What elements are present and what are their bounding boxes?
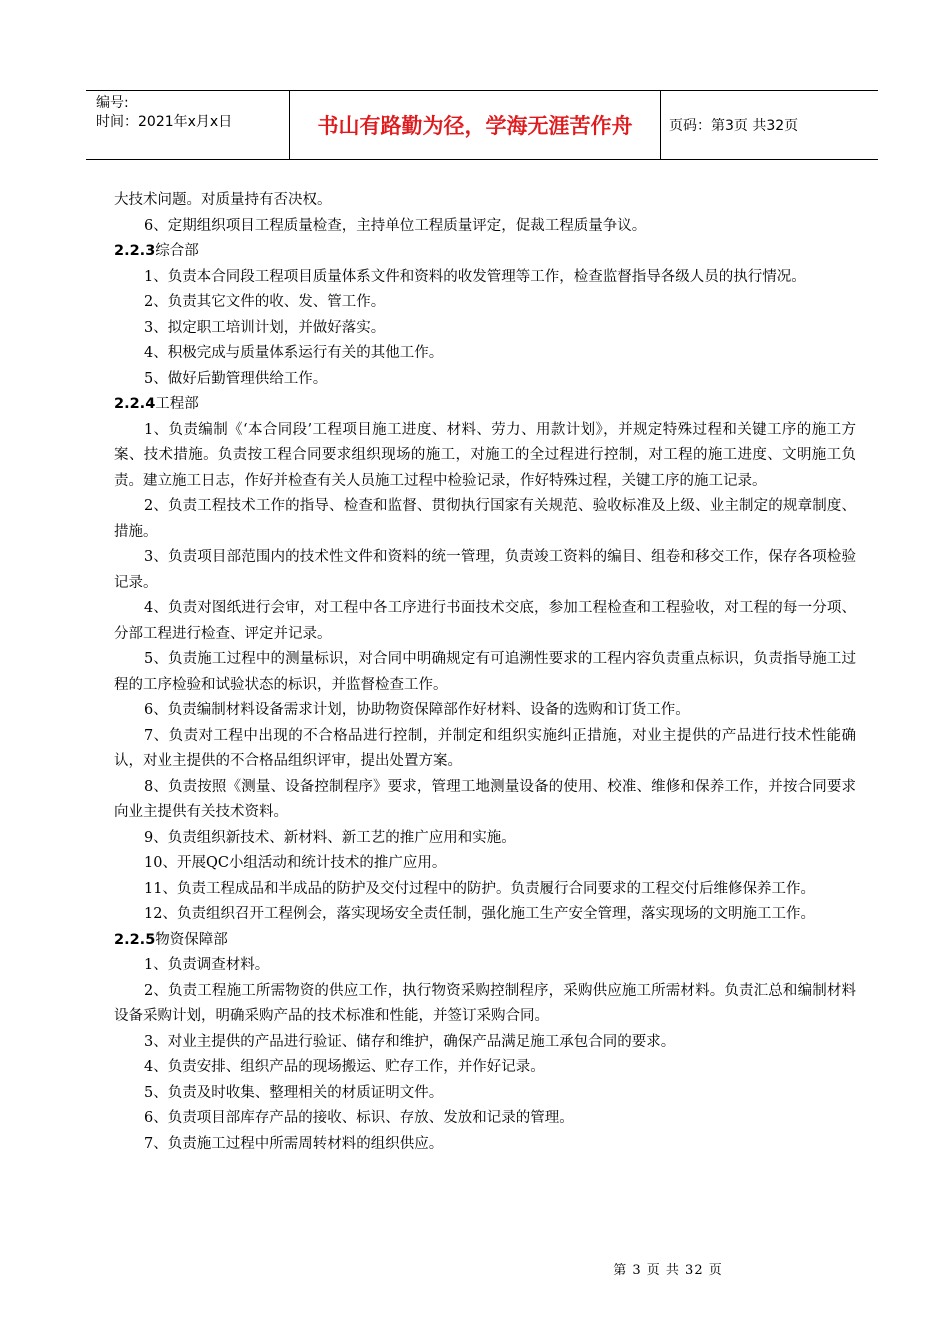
header-number: 编号:	[96, 95, 129, 111]
body-paragraph: 5、负责施工过程中的测量标识，对合同中明确规定有可追溯性要求的工程内容负责重点标识，负责指导施工过程的工序检验和试验状态的标识，并监督检查工作。	[114, 651, 856, 693]
body-paragraph: 大技术问题。对质量持有否决权。	[114, 192, 332, 208]
body-paragraph: 1、负责编制《‘本合同段’工程项目施工进度、材料、劳力、用款计划》，并规定特殊过程和关键工序的施工方案、技术措施。负责按工程合同要求组织现场的施工，对施工的全过程进行控制，对工程的施工进度、文明施工负责。建立施工日志，作好并检查有关人员施工过程中检验记录，作好特殊过程，关键工序的施工记录。	[114, 421, 856, 489]
body-paragraph: 3、对业主提供的产品进行验证、储存和维护，确保产品满足施工承包合同的要求。	[144, 1033, 676, 1050]
body-paragraph: 2、负责工程施工所需物资的供应工作，执行物资采购控制程序，采购供应施工所需材料。负责汇总和编制材料设备采购计划，明确采购产品的技术标准和性能，并签订采购合同。	[114, 982, 856, 1024]
body-paragraph: 5、负责及时收集、整理相关的材质证明文件。	[144, 1084, 444, 1101]
body-paragraph: 4、负责安排、组织产品的现场搬运、贮存工作，并作好记录。	[144, 1059, 545, 1075]
body-paragraph: 5、做好后勤管理供给工作。	[144, 370, 328, 387]
section-title: 综合部	[155, 243, 199, 259]
page-header	[86, 90, 878, 160]
body-paragraph: 6、定期组织项目工程质量检查，主持单位工程质量评定，促裁工程质量争议。	[144, 217, 647, 234]
section-heading	[114, 392, 856, 418]
header-meta	[86, 91, 289, 159]
body-paragraph: 9、负责组织新技术、新材料、新工艺的推广应用和实施。	[144, 829, 516, 846]
body-paragraph: 7、负责施工过程中所需周转材料的组织供应。	[144, 1135, 444, 1152]
body-paragraph: 8、负责按照《测量、设备控制程序》要求，管理工地测量设备的使用、校准、维修和保养工作，并按合同要求向业主提供有关技术资料。	[114, 778, 856, 820]
section-number: 2.2.3	[114, 243, 156, 259]
section-number: 2.2.5	[114, 931, 156, 948]
header-time: 时间：2021年x月x日	[96, 114, 233, 130]
section-title: 工程部	[155, 396, 199, 412]
body-paragraph: 1、负责调查材料。	[144, 957, 270, 973]
body-paragraph: 3、拟定职工培训计划，并做好落实。	[144, 319, 386, 336]
body-paragraph: 2、负责工程技术工作的指导、检查和监督、贯彻执行国家有关规范、验收标准及上级、业主制定的规章制度、措施。	[114, 498, 856, 540]
body-paragraph: 10、开展QC小组活动和统计技术的推广应用。	[144, 855, 447, 871]
section-number: 2.2.4	[114, 396, 156, 412]
body-paragraph: 4、积极完成与质量体系运行有关的其他工作。	[144, 345, 444, 361]
section-title: 物资保障部	[155, 931, 228, 948]
body-paragraph: 3、负责项目部范围内的技术性文件和资料的统一管理，负责竣工资料的编目、组卷和移交工作，保存各项检验记录。	[114, 549, 856, 591]
body-paragraph: 4、负责对图纸进行会审，对工程中各工序进行书面技术交底，参加工程检查和工程验收，对工程的每一分项、分部工程进行检查、评定并记录。	[114, 600, 856, 642]
header-page-number: 页码：第3页 共32页	[669, 118, 799, 134]
header-motto: 书山有路勤为径，学海无涯苦作舟	[289, 91, 661, 159]
document-body	[114, 188, 856, 1157]
body-paragraph: 6、负责编制材料设备需求计划，协助物资保障部作好材料、设备的选购和订货工作。	[144, 702, 690, 718]
body-paragraph: 6、负责项目部库存产品的接收、标识、存放、发放和记录的管理。	[144, 1110, 574, 1126]
section-heading	[114, 239, 856, 265]
page-footer: 第 3 页 共 32 页	[613, 1263, 723, 1278]
body-paragraph: 1、负责本合同段工程项目质量体系文件和资料的收发管理等工作，检查监督指导各级人员的执行情况。	[144, 268, 806, 285]
body-paragraph: 12、负责组织召开工程例会，落实现场安全责任制，强化施工生产安全管理，落实现场的文明施工工作。	[144, 906, 815, 922]
body-paragraph: 7、负责对工程中出现的不合格品进行控制，并制定和组织实施纠正措施，对业主提供的产品进行技术性能确认，对业主提供的不合格品组织评审，提出处置方案。	[114, 727, 856, 769]
body-paragraph: 11、负责工程成品和半成品的防护及交付过程中的防护。负责履行合同要求的工程交付后维修保养工作。	[144, 880, 815, 897]
section-heading	[114, 928, 856, 954]
body-paragraph: 2、负责其它文件的收、发、管工作。	[144, 294, 386, 310]
